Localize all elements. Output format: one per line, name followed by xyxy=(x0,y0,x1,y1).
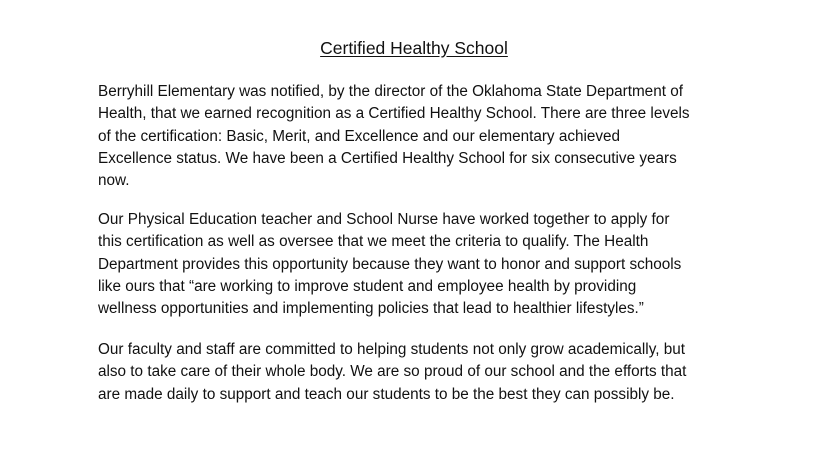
paragraph-line: now. xyxy=(98,172,130,190)
paragraph-line: Our Physical Education teacher and School Nurse have worked together to apply for xyxy=(98,211,670,228)
paragraph-line: Department provides this opportunity because they want to honor and support schools xyxy=(98,255,682,273)
paragraph-line: wellness opportunities and implementing policies that lead to healthier lifestyles.” xyxy=(98,300,644,318)
paragraph-staff-collaboration xyxy=(98,209,738,320)
paragraph-line: this certification as well as oversee that we meet the criteria to qualify. The Health xyxy=(98,233,649,251)
paragraph-line: Berryhill Elementary was notified, by the director of the Oklahoma State Department of xyxy=(98,83,683,100)
paragraph-line: Excellence status. We have been a Certified Healthy School for six consecutive years xyxy=(98,149,677,167)
paragraph-certification-notice xyxy=(98,81,738,192)
paragraph-line: Health, that we earned recognition as a Certified Healthy School. There are three levels xyxy=(98,105,690,123)
paragraph-line: Our faculty and staff are committed to helping students not only grow academically, but xyxy=(98,341,685,358)
paragraph-line: also to take care of their whole body. We are so proud of our school and the efforts that xyxy=(98,363,687,381)
paragraph-line: of the certification: Basic, Merit, and Excellence and our elementary achieved xyxy=(98,127,621,145)
document-title: Certified Healthy School xyxy=(320,38,508,58)
paragraph-line: are made daily to support and teach our students to be the best they can possibly be. xyxy=(98,385,675,403)
paragraph-school-commitment xyxy=(98,339,738,406)
paragraph-line: like ours that “are working to improve student and employee health by providing xyxy=(98,277,637,295)
